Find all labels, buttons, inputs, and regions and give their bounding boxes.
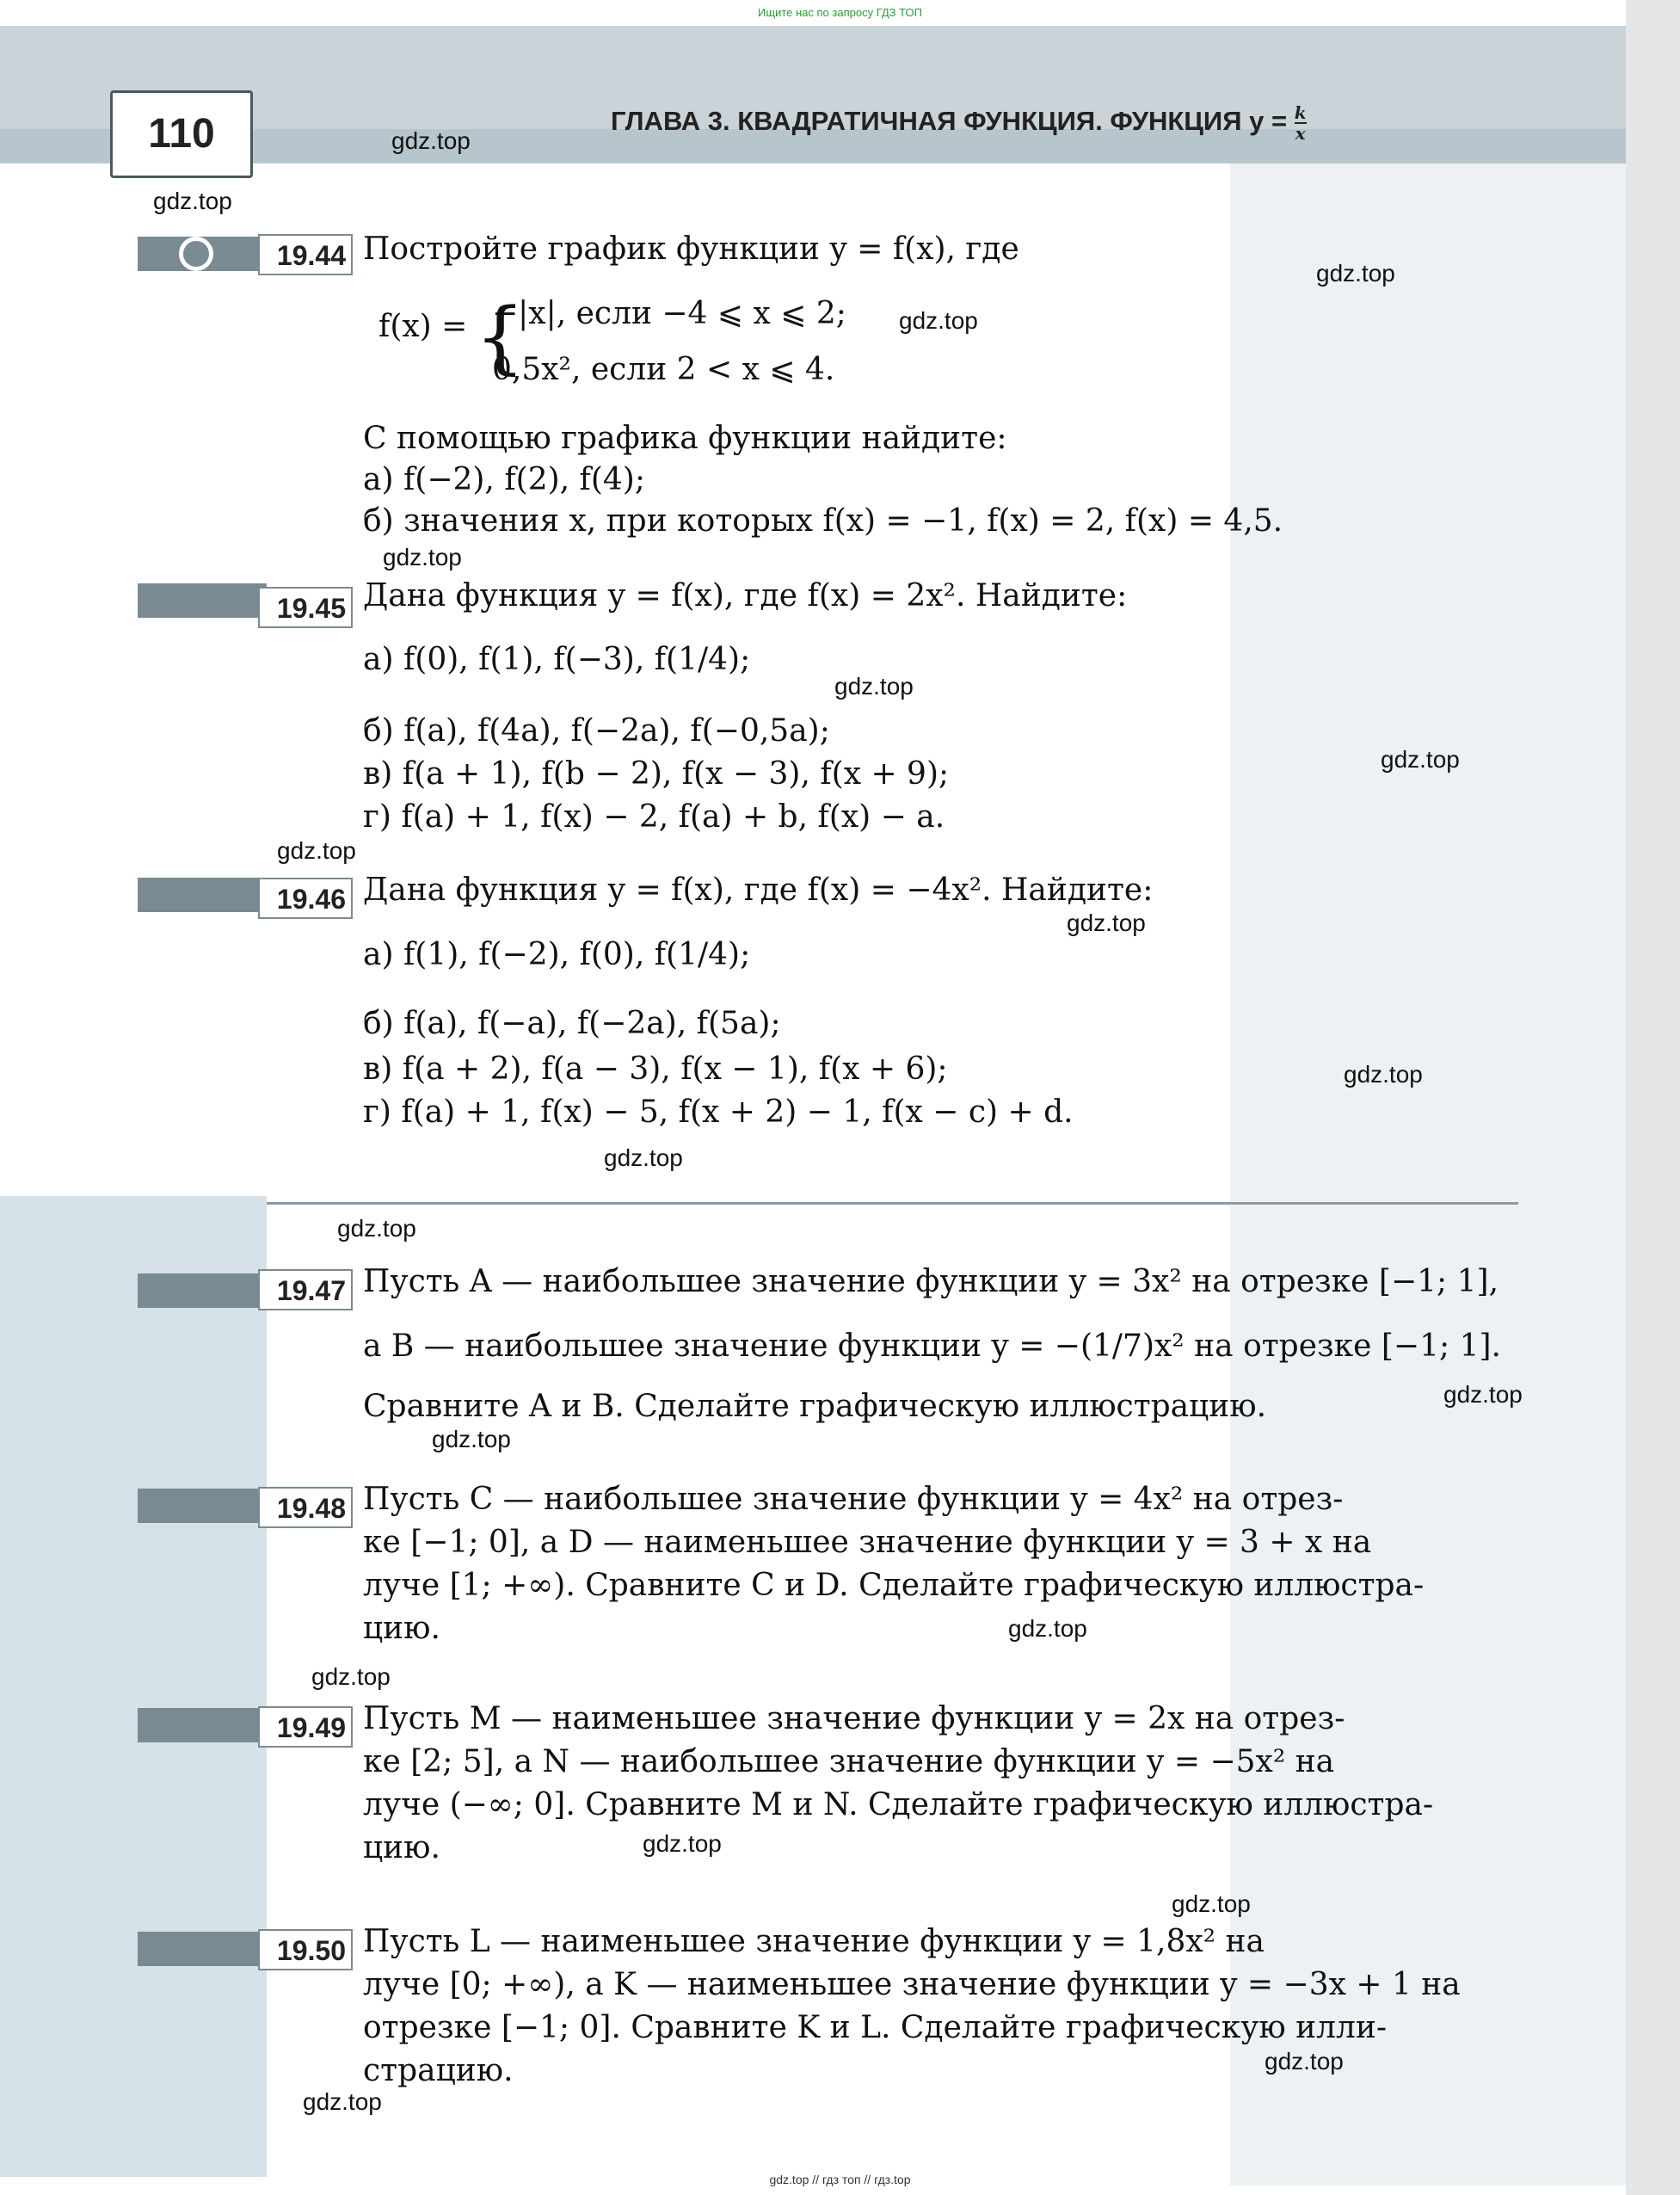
- problem-text: Пусть M — наименьшее значение функции y = 2x на отрез-: [363, 1701, 1345, 1736]
- page-number: 110: [148, 111, 215, 157]
- watermark: gdz.top: [1344, 1061, 1423, 1088]
- chapter-heading: [611, 103, 1307, 143]
- footer: gdz.top // гдз топ // гдз.top: [769, 2173, 911, 2186]
- watermark: gdz.top: [153, 188, 232, 214]
- problem-text: страцию.: [363, 2053, 514, 2088]
- problem-number: 19.44: [258, 234, 353, 275]
- watermark: gdz.top: [899, 307, 978, 334]
- problem-text: а) f(1), f(−2), f(0), f(1/4);: [363, 937, 751, 972]
- watermark: gdz.top: [1008, 1615, 1087, 1642]
- watermark: gdz.top: [383, 544, 462, 570]
- problem-text: ке [−1; 0], а D — наименьшее значение функции y = 3 + x на: [363, 1525, 1372, 1560]
- problem-text: С помощью графика функции найдите:: [363, 421, 1007, 456]
- problem-text: Пусть A — наибольшее значение функции y = 3x² на отрезке [−1; 1],: [363, 1264, 1499, 1299]
- problem-text: а) f(−2), f(2), f(4);: [363, 462, 645, 497]
- section-divider: [267, 1202, 1518, 1205]
- problem-text: г) f(a) + 1, f(x) − 2, f(a) + b, f(x) − a.: [363, 799, 945, 835]
- watermark: gdz.top: [1316, 260, 1395, 287]
- problem-text: г) f(a) + 1, f(x) − 5, f(x + 2) − 1, f(x − c) + d.: [363, 1094, 1074, 1130]
- problem-number: 19.49: [258, 1706, 353, 1748]
- problem-number: 19.50: [258, 1929, 353, 1970]
- chapter-title: КВАДРАТИЧНАЯ ФУНКЦИЯ. ФУНКЦИЯ y =: [737, 106, 1288, 137]
- problem-text: б) f(a), f(−a), f(−2a), f(5a);: [363, 1006, 781, 1041]
- problem-text: луче [1; +∞). Сравните C и D. Сделайте графическую иллюстра-: [363, 1568, 1425, 1603]
- problem-text: Пусть L — наименьшее значение функции y = 1,8x² на: [363, 1924, 1265, 1959]
- watermark: gdz.top: [1265, 2048, 1344, 2075]
- problem-text: Постройте график функции y = f(x), где: [363, 231, 1019, 267]
- chapter-fraction: [1295, 103, 1307, 143]
- margin-tint: [0, 1196, 267, 2177]
- problem-text: луче (−∞; 0]. Сравните M и N. Сделайте графическую иллюстра-: [363, 1787, 1434, 1822]
- watermark: gdz.top: [303, 2088, 382, 2115]
- problem-text: луче [0; +∞), а K — наименьшее значение функции y = −3x + 1 на: [363, 1967, 1461, 2002]
- problem-text: отрезке [−1; 0]. Сравните K и L. Сделайте графическую илли-: [363, 2010, 1388, 2045]
- problem-number: 19.48: [258, 1487, 353, 1528]
- problem-text: Сравните A и B. Сделайте графическую иллюстрацию.: [363, 1389, 1267, 1424]
- problem-text: в) f(a + 2), f(a − 3), f(x − 1), f(x + 6);: [363, 1051, 948, 1087]
- problem-bar: [138, 1708, 267, 1742]
- watermark: gdz.top: [604, 1144, 683, 1171]
- watermark: gdz.top: [834, 673, 914, 700]
- top-banner: Ищите нас по запросу ГДЗ ТОП: [758, 6, 922, 19]
- watermark: gdz.top: [643, 1830, 722, 1857]
- watermark: gdz.top: [391, 127, 471, 154]
- problem-text: ке [2; 5], а N — наибольшее значение функции y = −5x² на: [363, 1744, 1335, 1779]
- watermark: gdz.top: [311, 1663, 391, 1690]
- brace-icon: {: [475, 291, 526, 383]
- difficulty-circle-icon: [179, 237, 213, 271]
- page-edge: [1626, 0, 1680, 2195]
- watermark: gdz.top: [277, 837, 356, 864]
- bleed-through-area: [1230, 163, 1680, 2186]
- problem-text: цию.: [363, 1830, 440, 1865]
- fraction-numerator: k: [1294, 102, 1307, 123]
- problem-text: Дана функция y = f(x), где f(x) = 2x². Найдите:: [363, 578, 1128, 613]
- watermark: gdz.top: [1443, 1381, 1523, 1408]
- piecewise-case-2: 0,5x², если 2 < x ⩽ 4.: [492, 352, 835, 387]
- fraction-denominator: x: [1295, 123, 1306, 144]
- problem-number: 19.46: [258, 878, 353, 919]
- problem-text: в) f(a + 1), f(b − 2), f(x − 3), f(x + 9);: [363, 756, 950, 792]
- watermark: gdz.top: [432, 1426, 511, 1452]
- problem-text: Дана функция y = f(x), где f(x) = −4x². Найдите:: [363, 872, 1154, 908]
- problem-bar: [138, 1489, 267, 1523]
- watermark: gdz.top: [1172, 1890, 1251, 1917]
- problem-text: б) значения x, при которых f(x) = −1, f(x) = 2, f(x) = 4,5.: [363, 503, 1283, 539]
- problem-text: Пусть C — наибольшее значение функции y = 4x² на отрез-: [363, 1482, 1344, 1517]
- watermark: gdz.top: [1067, 909, 1146, 936]
- problem-text: а) f(0), f(1), f(−3), f(1/4);: [363, 642, 751, 677]
- piecewise-lhs: f(x) =: [378, 309, 468, 344]
- page-number-box: [110, 90, 253, 178]
- problem-text: цию.: [363, 1611, 440, 1646]
- problem-text: а B — наибольшее значение функции y = −(1/7)x² на отрезке [−1; 1].: [363, 1329, 1501, 1364]
- problem-text: б) f(a), f(4a), f(−2a), f(−0,5a);: [363, 713, 830, 749]
- problem-number: 19.47: [258, 1269, 353, 1310]
- piecewise-case-1: −|x|, если −4 ⩽ x ⩽ 2;: [492, 296, 846, 331]
- problem-bar: [138, 1932, 267, 1966]
- watermark: gdz.top: [337, 1215, 416, 1242]
- chapter-label: ГЛАВА 3.: [611, 106, 730, 137]
- problem-bar: [138, 1273, 267, 1308]
- watermark: gdz.top: [1381, 746, 1460, 773]
- problem-bar: [138, 583, 267, 618]
- problem-number: 19.45: [258, 587, 353, 628]
- problem-bar: [138, 878, 267, 912]
